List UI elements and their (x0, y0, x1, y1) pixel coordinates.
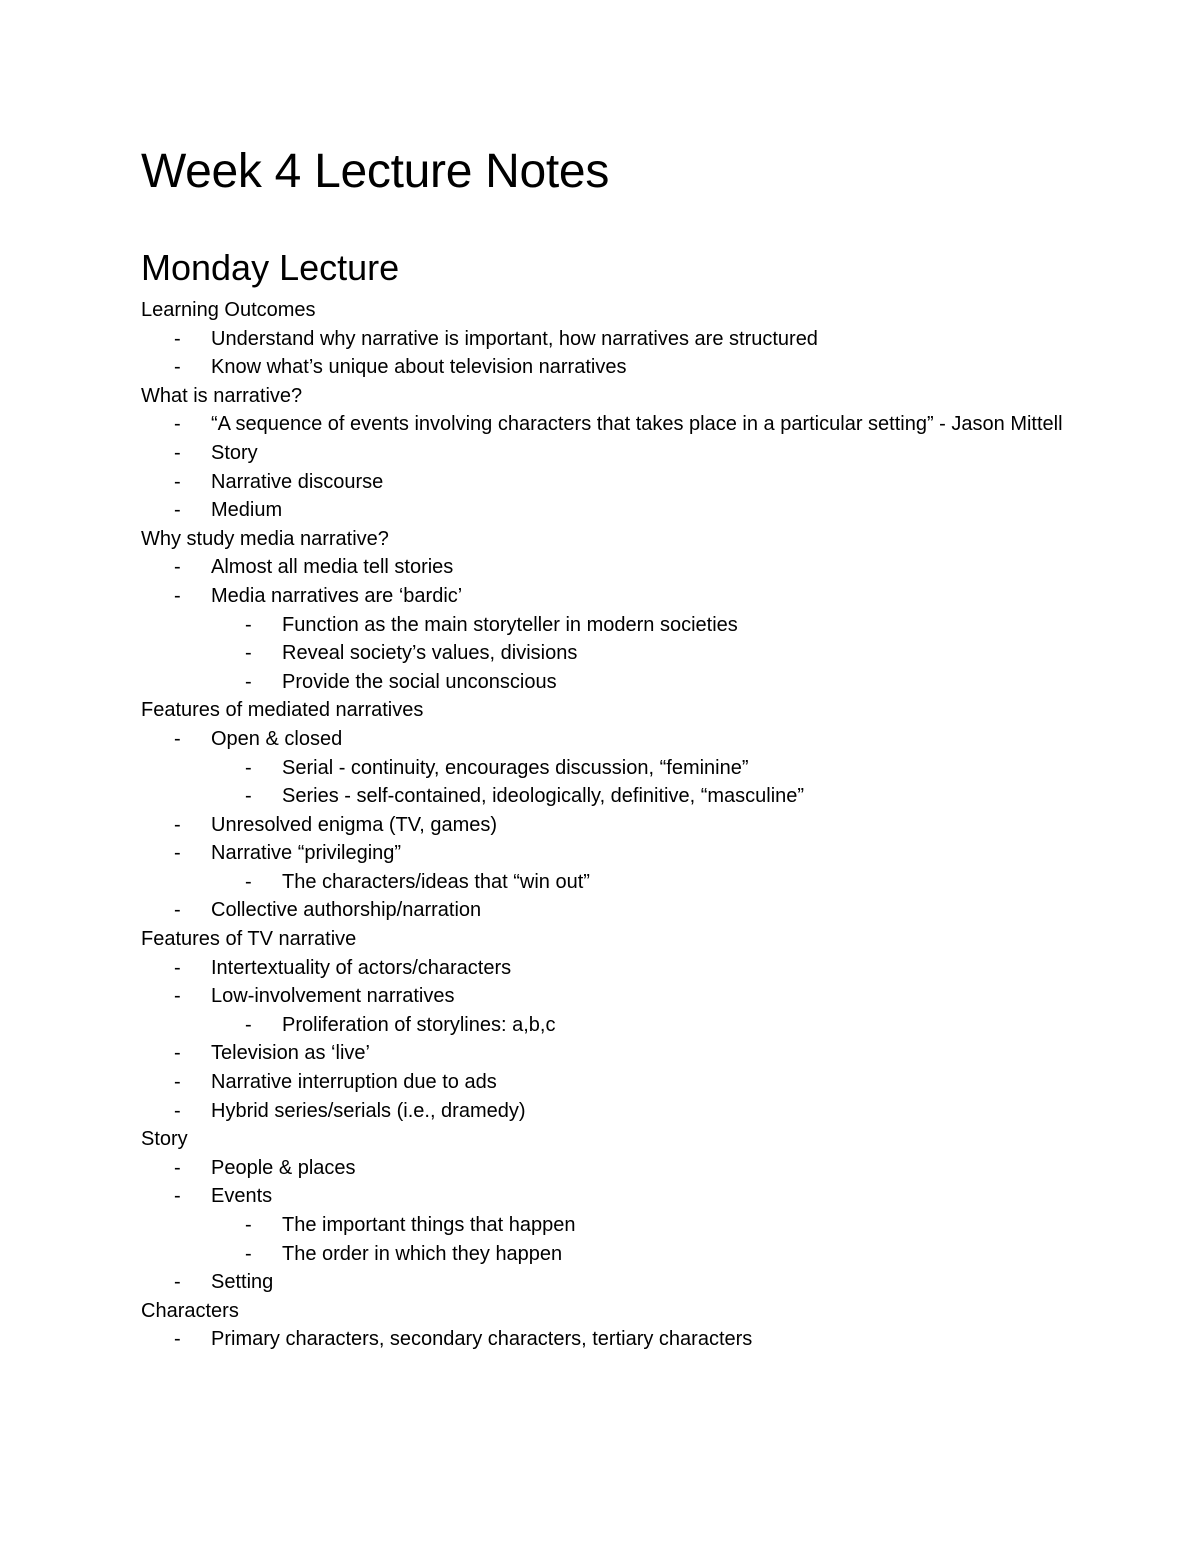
line-text: Media narratives are ‘bardic’ (211, 584, 463, 607)
notes-list (141, 296, 1081, 1354)
bullet-dash: - (174, 985, 181, 1008)
line-text: Intertextuality of actors/characters (211, 956, 512, 979)
bullet-item (141, 1268, 1081, 1297)
line-text: Proliferation of storylines: a,b,c (282, 1013, 556, 1036)
sub-bullet-item (141, 1211, 1081, 1240)
line-text: Function as the main storyteller in modern societies (282, 613, 738, 636)
line-text: Medium (211, 499, 283, 522)
line-text: Narrative interruption due to ads (211, 1071, 497, 1094)
line-text: Setting (211, 1271, 274, 1294)
line-text: Low-involvement narratives (211, 985, 455, 1008)
bullet-item (141, 582, 1081, 611)
bullet-dash: - (174, 327, 181, 350)
bullet-item (141, 1325, 1081, 1354)
bullet-dash: - (174, 1071, 181, 1094)
bullet-dash: - (174, 842, 181, 865)
topic-heading (141, 296, 1081, 325)
line-text: Story (211, 441, 258, 464)
bullet-dash: - (245, 1013, 252, 1036)
bullet-item (141, 1068, 1081, 1097)
line-text: People & places (211, 1156, 356, 1179)
sub-bullet-item (141, 1011, 1081, 1040)
sub-bullet-item (141, 868, 1081, 897)
bullet-item (141, 954, 1081, 983)
bullet-item (141, 896, 1081, 925)
bullet-item (141, 325, 1081, 354)
bullet-item (141, 1097, 1081, 1126)
bullet-item (141, 410, 1081, 439)
line-text: Narrative discourse (211, 470, 384, 493)
bullet-dash: - (174, 470, 181, 493)
sub-bullet-item (141, 611, 1081, 640)
bullet-dash: - (174, 413, 181, 436)
bullet-item (141, 1154, 1081, 1183)
bullet-item (141, 839, 1081, 868)
line-text: Hybrid series/serials (i.e., dramedy) (211, 1099, 526, 1122)
topic-heading (141, 1297, 1081, 1326)
line-text: Primary characters, secondary characters, tertiary characters (211, 1328, 753, 1351)
bullet-dash: - (245, 785, 252, 808)
bullet-dash: - (174, 356, 181, 379)
line-text: Almost all media tell stories (211, 556, 454, 579)
bullet-dash: - (174, 1042, 181, 1065)
topic-heading (141, 525, 1081, 554)
sub-bullet-item (141, 754, 1081, 783)
line-text: Unresolved enigma (TV, games) (211, 813, 498, 836)
line-text: Characters (141, 1299, 239, 1322)
line-text: Why study media narrative? (141, 527, 389, 550)
bullet-item (141, 811, 1081, 840)
bullet-dash: - (245, 756, 252, 779)
line-text: The important things that happen (282, 1214, 576, 1236)
bullet-item (141, 1039, 1081, 1068)
sub-bullet-item (141, 782, 1081, 811)
bullet-dash: - (245, 1214, 252, 1236)
bullet-dash: - (174, 956, 181, 979)
bullet-item (141, 496, 1081, 525)
bullet-dash: - (174, 1271, 181, 1294)
bullet-dash: - (174, 1156, 181, 1179)
document-page (141, 140, 1081, 1354)
bullet-dash: - (245, 670, 252, 693)
bullet-dash: - (245, 870, 252, 893)
bullet-dash: - (174, 1328, 181, 1351)
bullet-dash: - (174, 1185, 181, 1208)
sub-bullet-item (141, 639, 1081, 668)
line-text: Understand why narrative is important, how narratives are structured (211, 327, 818, 350)
line-text: Open & closed (211, 727, 343, 750)
bullet-dash: - (174, 584, 181, 607)
bullet-dash: - (174, 441, 181, 464)
section-heading: Monday Lecture (141, 247, 400, 288)
line-text: Narrative “privileging” (211, 842, 402, 865)
bullet-item (141, 1182, 1081, 1211)
line-text: Provide the social unconscious (282, 670, 557, 693)
bullet-dash: - (174, 727, 181, 750)
line-text: “A sequence of events involving characters that takes place in a particular setting” - Jason Mittell (211, 413, 1063, 436)
bullet-dash: - (174, 556, 181, 579)
bullet-item (141, 353, 1081, 382)
topic-heading (141, 382, 1081, 411)
line-text: Features of mediated narratives (141, 699, 424, 722)
line-text: Series - self-contained, ideologically, definitive, “masculine” (282, 785, 805, 808)
line-text: Serial - continuity, encourages discussion, “feminine” (282, 756, 749, 779)
line-text: Learning Outcomes (141, 299, 316, 321)
document-title: Week 4 Lecture Notes (141, 145, 610, 198)
line-text: Know what’s unique about television narratives (211, 356, 627, 379)
topic-heading (141, 925, 1081, 954)
bullet-dash: - (174, 899, 181, 922)
line-text: Collective authorship/narration (211, 899, 482, 922)
bullet-item (141, 439, 1081, 468)
bullet-dash: - (245, 1242, 252, 1265)
topic-heading (141, 1125, 1081, 1154)
bullet-item (141, 725, 1081, 754)
bullet-dash: - (174, 1099, 181, 1122)
line-text: Events (211, 1185, 273, 1208)
line-text: Story (141, 1128, 188, 1151)
bullet-dash: - (245, 642, 252, 665)
topic-heading (141, 696, 1081, 725)
sub-bullet-item (141, 668, 1081, 697)
bullet-dash: - (174, 813, 181, 836)
line-text: The characters/ideas that “win out” (282, 870, 590, 893)
line-text: The order in which they happen (282, 1242, 563, 1265)
line-text: Television as ‘live’ (211, 1042, 370, 1065)
bullet-dash: - (245, 613, 252, 636)
bullet-dash: - (174, 499, 181, 522)
sub-bullet-item (141, 1240, 1081, 1269)
line-text: Reveal society’s values, divisions (282, 642, 578, 665)
bullet-item (141, 468, 1081, 497)
line-text: What is narrative? (141, 384, 303, 407)
bullet-item (141, 553, 1081, 582)
bullet-item (141, 982, 1081, 1011)
line-text: Features of TV narrative (141, 928, 357, 951)
